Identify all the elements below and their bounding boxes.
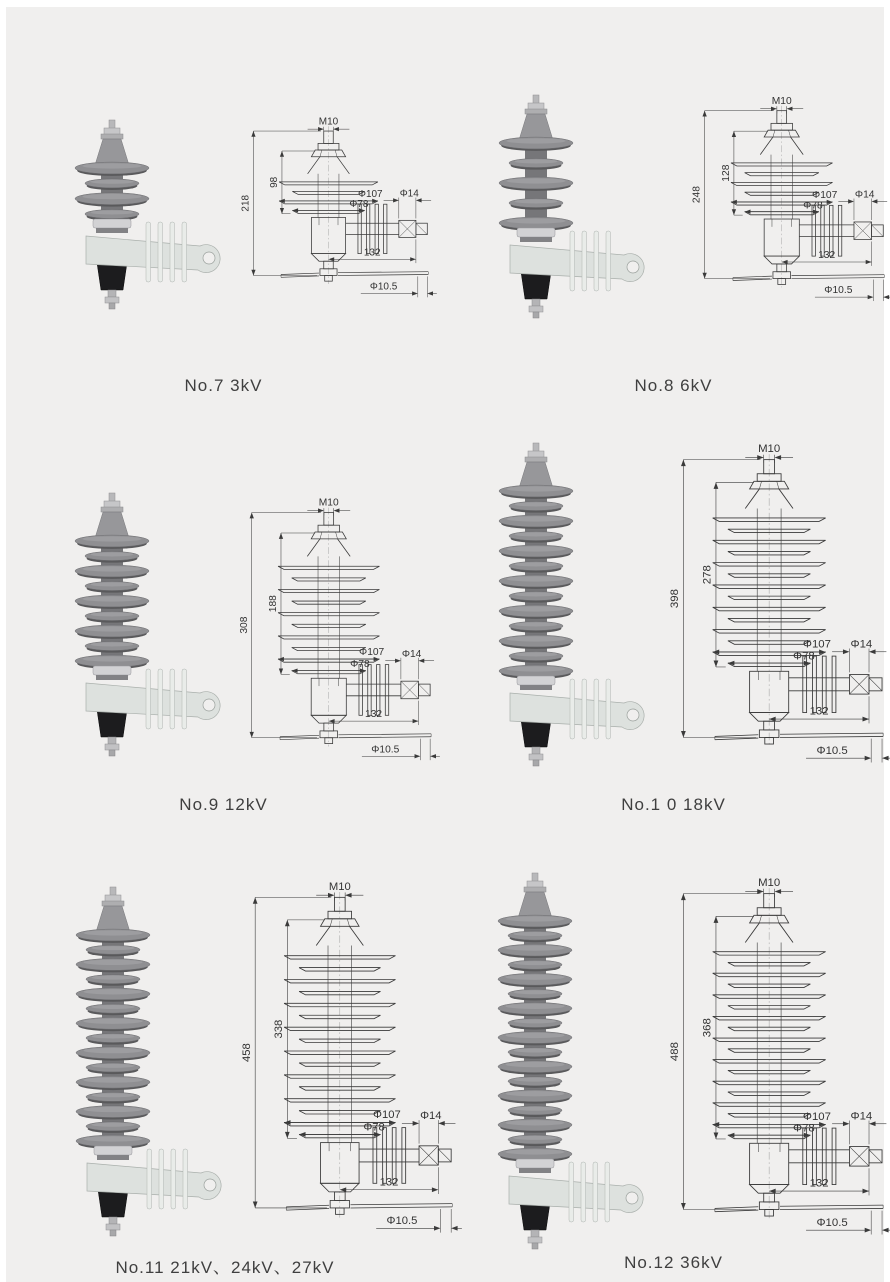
- dia-small-dim: Φ78: [363, 1121, 385, 1134]
- hole-dia-dim: Φ14: [850, 1110, 873, 1123]
- product-label: No.9 12kV: [179, 795, 268, 814]
- hole-dia-dim: Φ14: [850, 638, 873, 651]
- dia-small-dim: Φ78: [793, 650, 815, 663]
- thread-dim: M10: [318, 497, 339, 509]
- hole-dia-dim: Φ14: [401, 648, 422, 660]
- bracket-length-dim: 132: [809, 1177, 829, 1190]
- bracket-length-dim: 132: [363, 247, 381, 259]
- dia-large-dim: Φ107: [802, 1111, 831, 1124]
- dimension-drawing: [236, 494, 441, 766]
- bolt-dia-dim: Φ10.5: [824, 285, 853, 297]
- total-height-dim: 218: [240, 194, 252, 212]
- dia-large-dim: Φ107: [359, 647, 385, 659]
- thread-dim: M10: [771, 95, 792, 107]
- dia-small-dim: Φ78: [793, 1122, 815, 1135]
- thread-dim: M10: [318, 116, 339, 128]
- dia-large-dim: Φ107: [358, 189, 383, 201]
- product-label: No.1 0 18kV: [621, 795, 726, 814]
- total-height-dim: 308: [238, 616, 250, 634]
- thread-dim: M10: [328, 880, 351, 893]
- hole-dia-dim: Φ14: [399, 188, 419, 200]
- thread-dim: M10: [758, 443, 781, 456]
- bracket-length-dim: 132: [379, 1176, 399, 1189]
- dimension-drawing: [238, 877, 463, 1239]
- thread-dim: M10: [758, 877, 781, 890]
- dia-small-dim: Φ78: [349, 199, 369, 211]
- dimension-drawing: [689, 92, 890, 307]
- paper-background: [6, 7, 884, 1282]
- bracket-length-dim: 132: [809, 705, 829, 718]
- bolt-dia-dim: Φ10.5: [371, 744, 400, 756]
- product-photo: [26, 879, 238, 1239]
- product-label: No.8 6kV: [634, 376, 713, 395]
- dia-small-dim: Φ78: [803, 200, 823, 212]
- dia-large-dim: Φ107: [812, 190, 838, 202]
- hole-dia-dim: Φ14: [854, 189, 875, 201]
- dimension-drawing: [238, 113, 438, 303]
- bolt-dia-dim: Φ10.5: [816, 1216, 848, 1229]
- hole-dia-dim: Φ14: [420, 1110, 442, 1123]
- product-label: No.7 3kV: [184, 376, 263, 395]
- product-photo: [443, 435, 671, 769]
- housing-height-dim: 188: [268, 595, 280, 613]
- housing-height-dim: 278: [701, 565, 714, 585]
- bolt-dia-dim: Φ10.5: [816, 744, 848, 757]
- dimension-drawing: [666, 873, 890, 1241]
- dia-small-dim: Φ78: [350, 659, 370, 671]
- total-height-dim: 248: [691, 186, 703, 204]
- total-height-dim: 488: [668, 1042, 681, 1062]
- product-label: No.12 36kV: [624, 1253, 723, 1272]
- dia-large-dim: Φ107: [373, 1109, 401, 1122]
- product-photo: [28, 485, 233, 759]
- product-photo: [443, 87, 671, 321]
- bracket-length-dim: 132: [818, 250, 836, 262]
- dimension-drawing: [666, 439, 890, 769]
- bracket-length-dim: 132: [365, 709, 383, 721]
- housing-height-dim: 338: [272, 1019, 285, 1039]
- product-photo: [441, 865, 671, 1252]
- bolt-dia-dim: Φ10.5: [369, 281, 398, 293]
- housing-height-dim: 98: [269, 176, 281, 188]
- product-photo: [28, 112, 233, 312]
- total-height-dim: 458: [240, 1043, 253, 1063]
- bolt-dia-dim: Φ10.5: [386, 1215, 418, 1228]
- housing-height-dim: 128: [721, 164, 733, 182]
- total-height-dim: 398: [668, 589, 681, 609]
- housing-height-dim: 368: [701, 1018, 714, 1038]
- dia-large-dim: Φ107: [802, 638, 831, 651]
- product-label: No.11 21kV、24kV、27kV: [115, 1258, 335, 1277]
